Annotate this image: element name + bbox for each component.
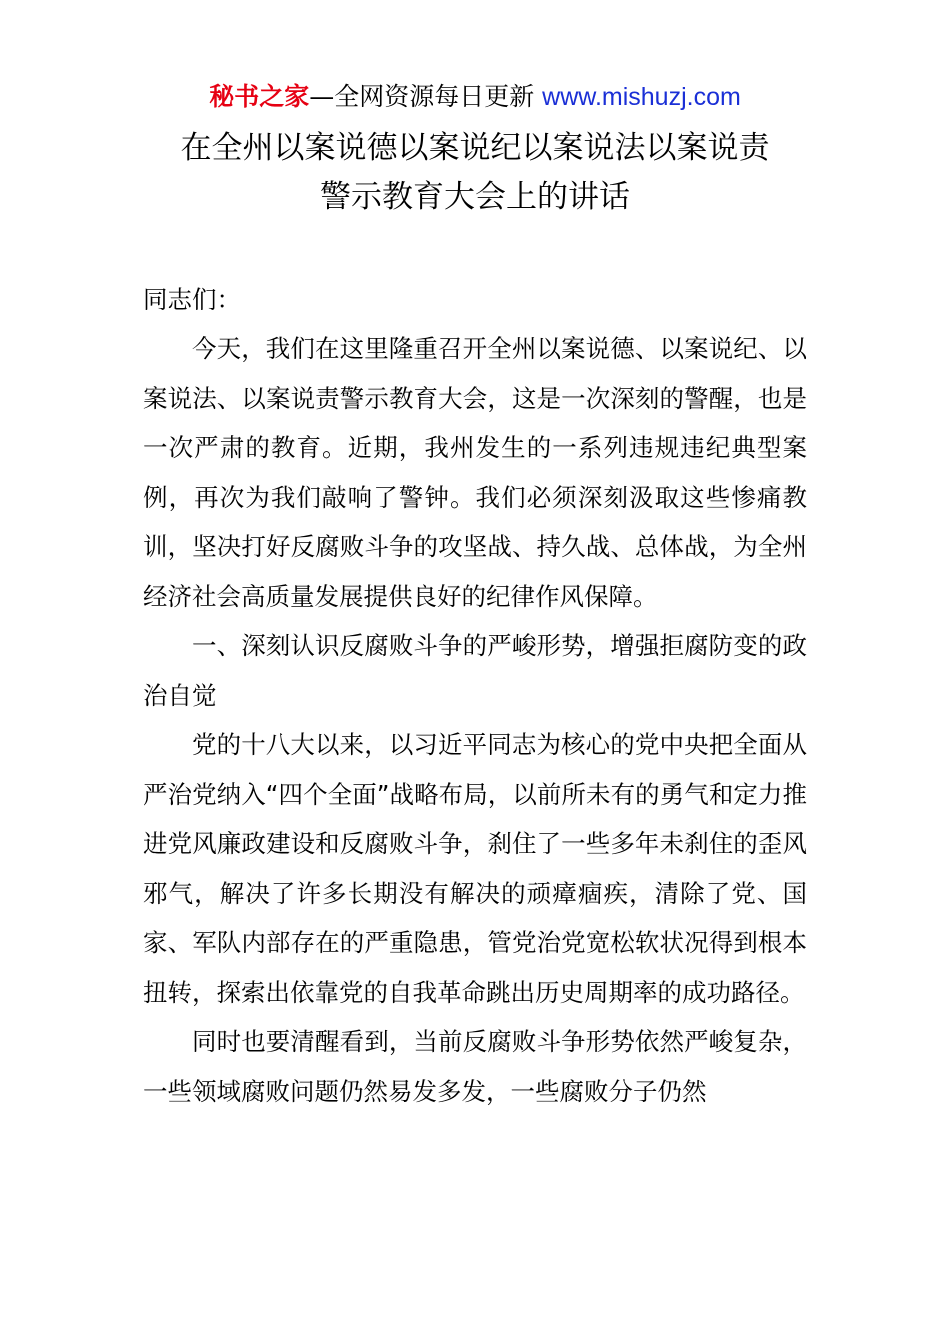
document-title-line-1: 在全州以案说德以案说纪以案说法以案说责 [180,130,770,166]
document-title-line-2: 警示教育大会上的讲话 [320,179,630,215]
document-body [143,324,807,1116]
paragraph-intro: 今天，我们在这里隆重召开全州以案说德、以案说纪、以案说法、以案说责警示教育大会，这是一次深刻的警醒，也是一次严肃的教育。近期，我州发生的一系列违规违纪典型案例，再次为我们敲响了警钟。我们必须深刻汲取这些惨痛教训，坚决打好反腐败斗争的攻坚战、持久战、总体战，为全州经济社会高质量发展提供良好的纪律作风保障。 [143,334,807,611]
salutation: 同志们： [143,285,241,314]
brand-name: 秘书之家 [209,82,310,111]
section-heading-1: 一、深刻认识反腐败斗争的严峻形势，增强拒腐防变的政治自觉 [143,631,807,710]
site-slogan: —全网资源每日更新 [309,82,543,111]
paragraph-section-1: 党的十八大以来，以习近平同志为核心的党中央把全面从严治党纳入“四个全面”战略布局，以前所未有的勇气和定力推进党风廉政建设和反腐败斗争，刹住了一些多年未刹住的歪风邪气，解决了许多长期没有解决的顽瘴痼疾，清除了党、国家、军队内部存在的严重隐患，管党治党宽松软状况得到根本扭转，探索出依靠党的自我革命跳出历史周期率的成功路径。 [143,730,807,1007]
site-header [0,82,950,112]
paragraph-section-1-continued: 同时也要清醒看到，当前反腐败斗争形势依然严峻复杂，一些领域腐败问题仍然易发多发，一些腐败分子仍然 [143,1027,807,1106]
site-url-link[interactable]: www.mishuzj.com [542,83,741,111]
